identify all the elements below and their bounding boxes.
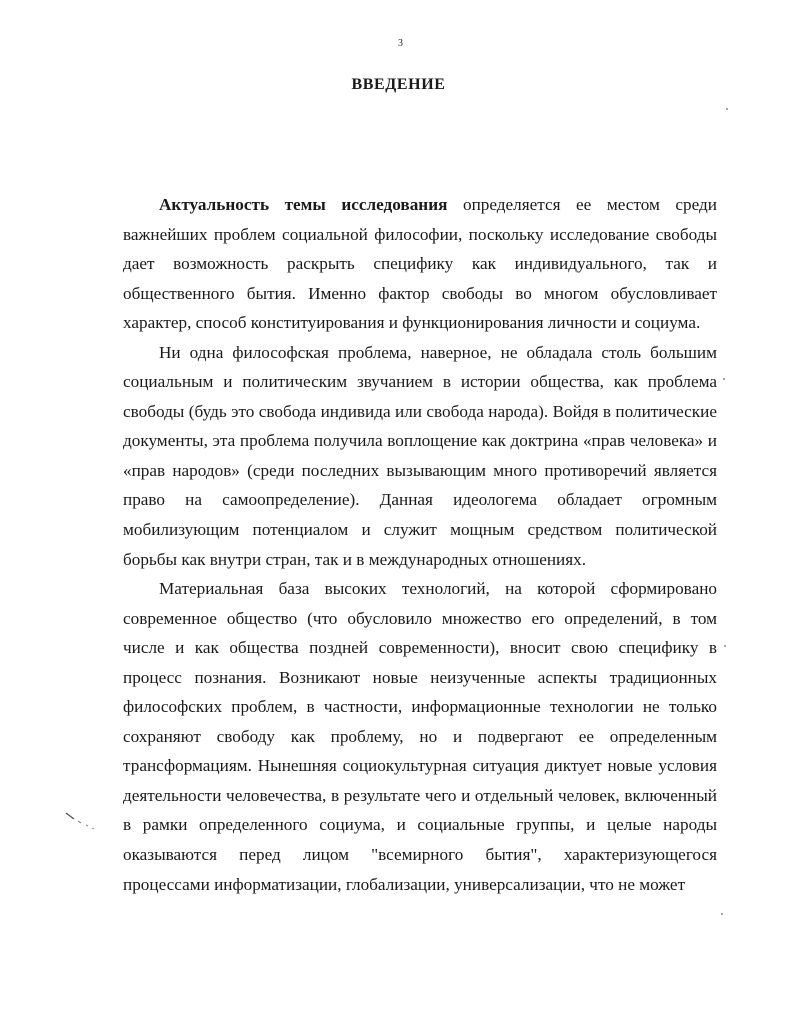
scan-mark-icon — [64, 810, 98, 832]
scan-speck — [724, 645, 726, 647]
paragraph-1-text: определяется ее местом среди важнейших проблем социальной философии, поскольку исследование свободы дает возможность раскрыть специфику как индивидуального, так и общественного бытия. Именно фактор свободы во многом обусловливает характер, способ конституирования и функционирования личности и социума. — [123, 195, 717, 333]
paragraph-1-lead: Актуальность темы исследования — [159, 195, 448, 214]
paragraph-3-text: Материальная база высоких технологий, на которой сформировано современное общество (что обусловило множество его определений, в том числе и как общества поздней современности), вносит свою специфику в процесс познания. Возникают новые неизученные аспекты традиционных философских проблем, в частности, информационные технологии не только сохраняют свободу как проблему, но и подвергают ее определенным трансформациям. Нынешняя социокультурная ситуация диктует новые условия деятельности человечества, в результате чего и отдельный человек, включенный в рамки определенного социума, и социальные группы, и целые народы оказываются перед лицом "всемирного бытия", характеризующегося процессами информатизации, глобализации, универсализации, что не может — [123, 579, 717, 894]
paragraph-2 — [123, 338, 717, 574]
scan-speck — [723, 378, 725, 380]
page-title: ВВЕДЕНИЕ — [351, 76, 446, 93]
page-number: 3 — [398, 38, 403, 49]
scan-speck — [726, 108, 728, 110]
paragraph-2-text: Ни одна философская проблема, наверное, не обладала столь большим социальным и политическим звучанием в истории общества, как проблема свободы (будь это свобода индивида или свобода народа). Войдя в политические документы, эта проблема получила воплощение как доктрина «прав человека» и «прав народов» (среди последних вызывающим много противоречий является право на самоопределение). Данная идеологема обладает огромным мобилизующим потенциалом и служит мощным средством политической борьбы как внутри стран, так и в международных отношениях. — [123, 342, 717, 569]
body-text — [123, 190, 717, 899]
scan-speck — [721, 913, 723, 915]
paragraph-1 — [123, 190, 717, 338]
paragraph-3 — [123, 574, 717, 899]
